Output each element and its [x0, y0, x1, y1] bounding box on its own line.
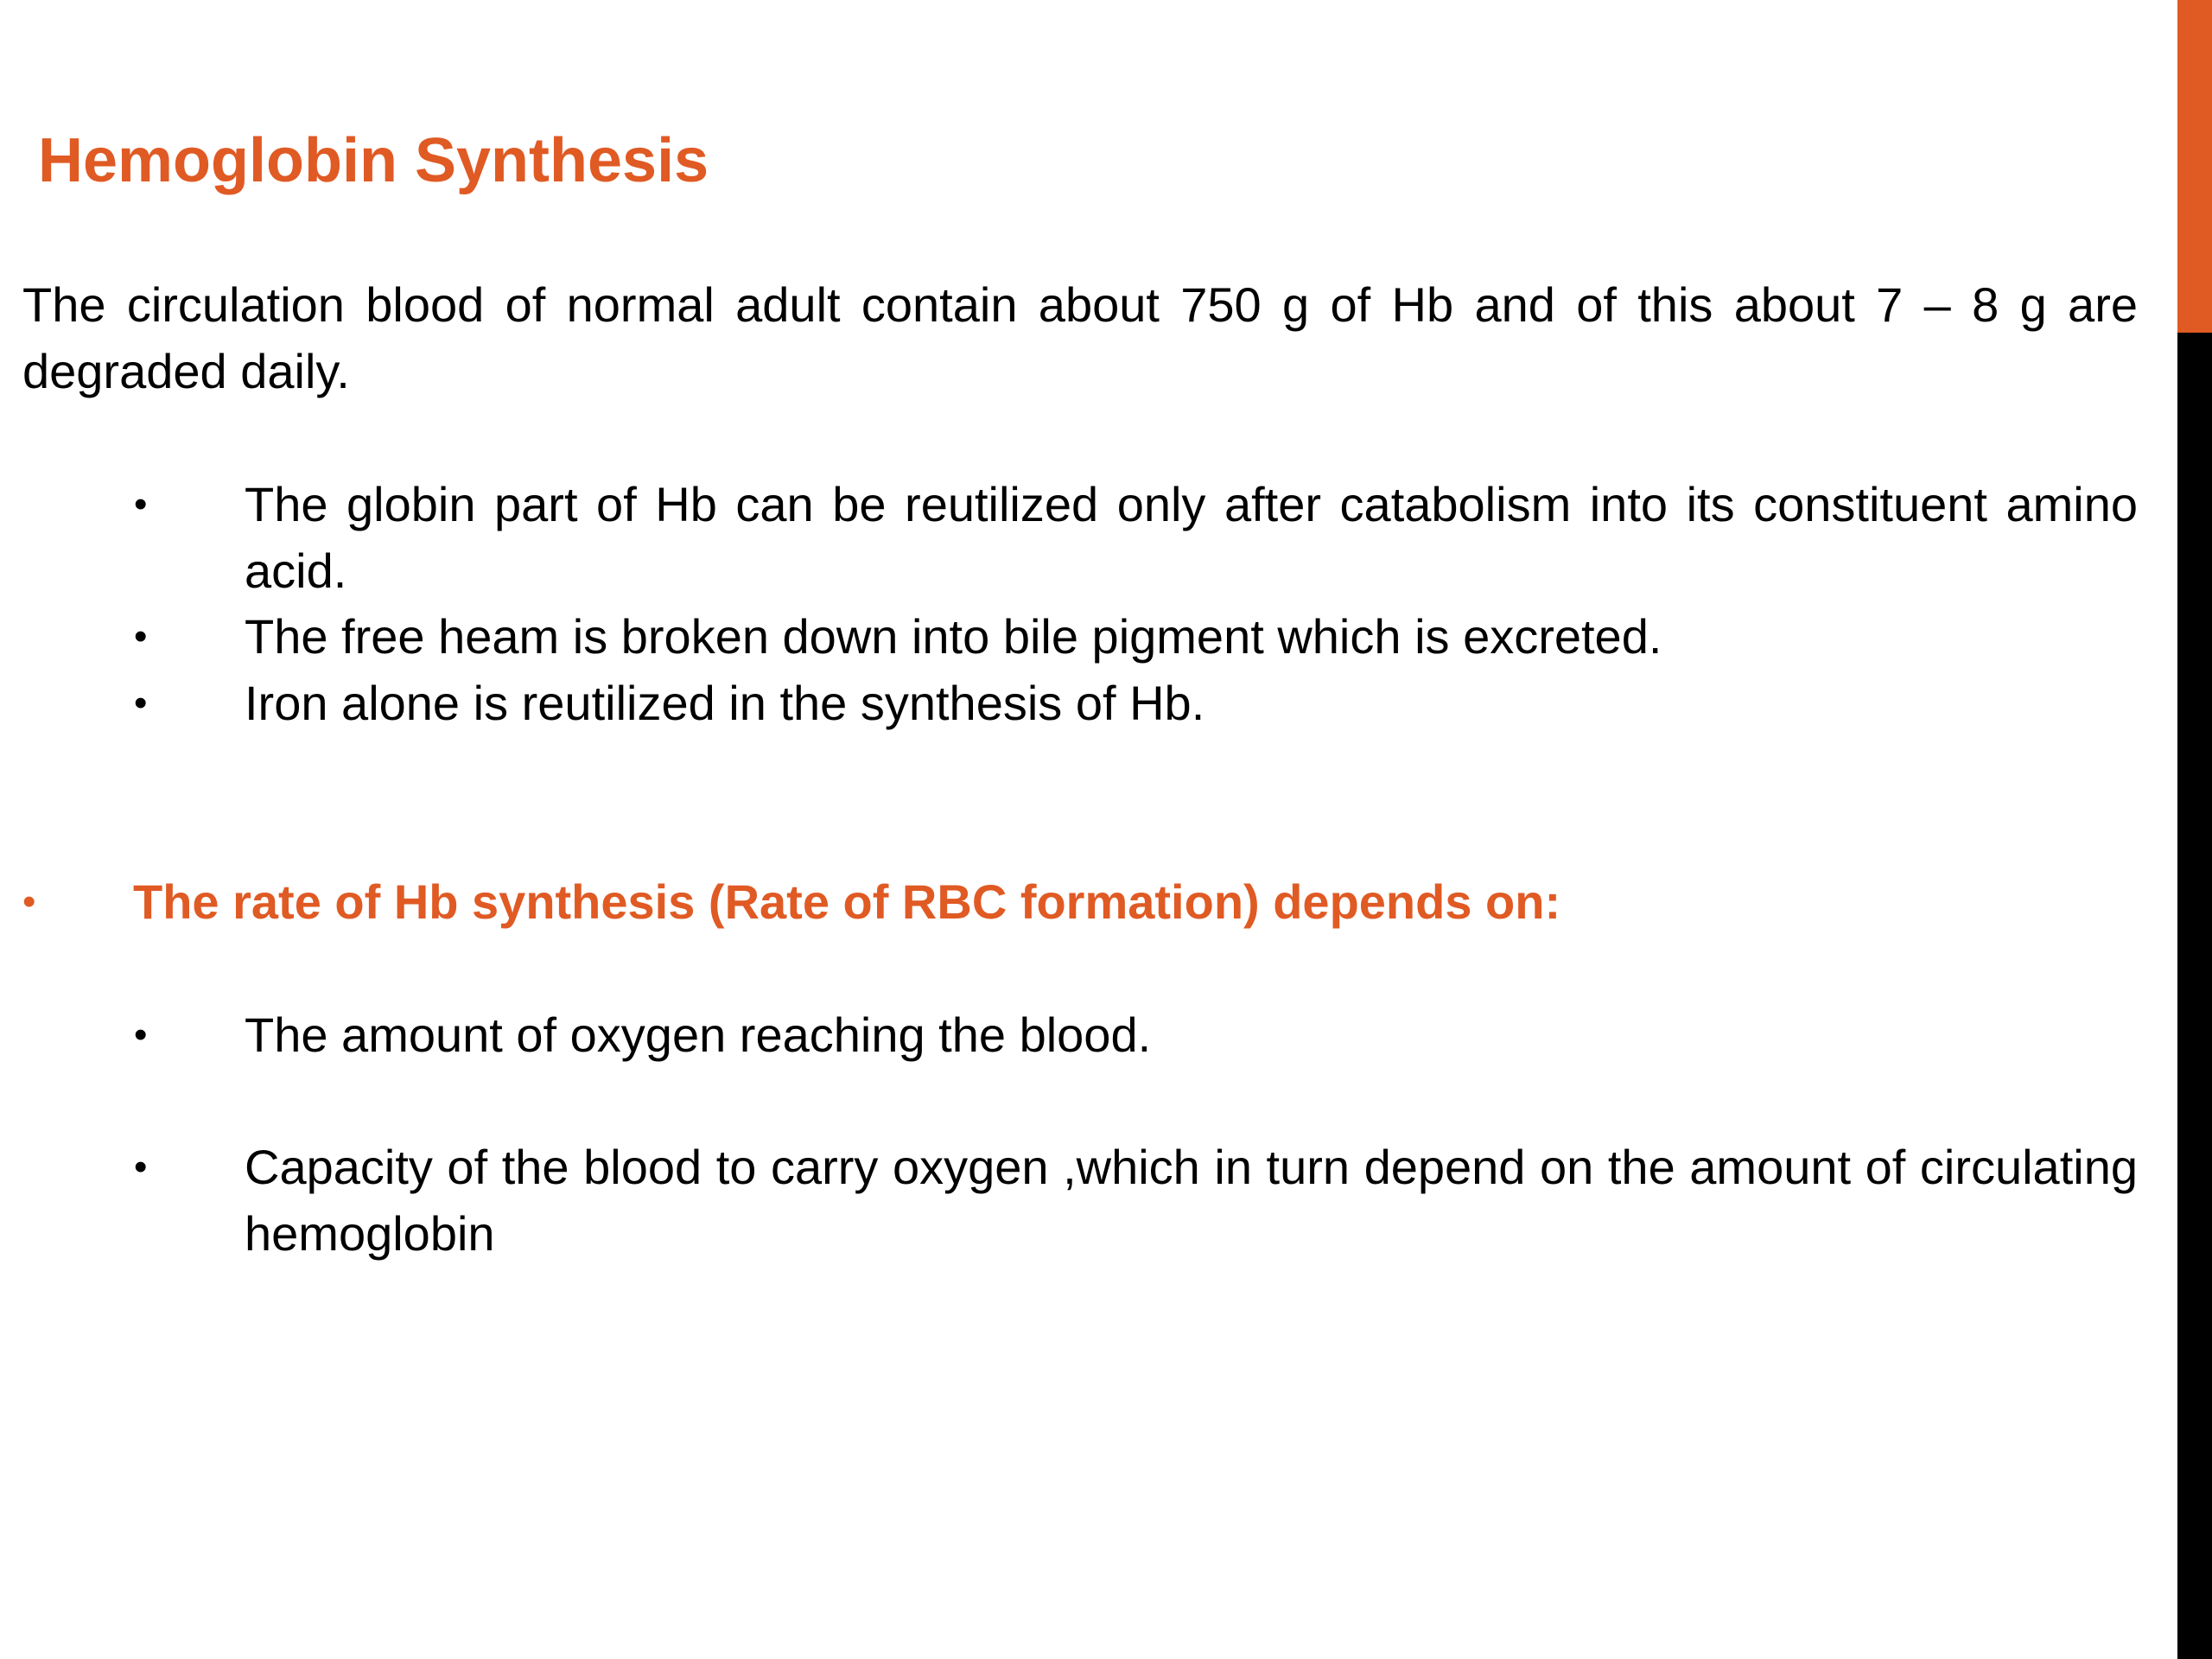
side-dark-bar	[2177, 333, 2212, 1659]
bullet-text: The free heam is broken down into bile pigment which is excreted.	[245, 609, 1662, 664]
list-item: • The amount of oxygen reaching the blood.	[134, 1001, 2138, 1068]
slide-title: Hemoglobin Synthesis	[38, 126, 709, 195]
highlight-bullet-text: The rate of Hb synthesis (Rate of RBC formation) depends on:	[133, 874, 1561, 929]
intro-paragraph: The circulation blood of normal adult contain about 750 g of Hb and of this about 7 – 8 g are degraded daily.	[22, 277, 2138, 398]
list-item: • Iron alone is reutilized in the synthesis of Hb.	[134, 670, 2138, 736]
side-accent-bar	[2177, 0, 2212, 333]
bullet-text: The globin part of Hb can be reutilized only after catabolism into its constituent amino acid.	[245, 477, 2138, 598]
bullet-text: Iron alone is reutilized in the synthesis of Hb.	[245, 676, 1205, 730]
list-item: • Capacity of the blood to carry oxygen ,which in turn depend on the amount of circulating hemoglobin	[134, 1134, 2138, 1267]
list-item: • The free heam is broken down into bile pigment which is excreted.	[134, 603, 2138, 670]
bullet-text: The amount of oxygen reaching the blood.	[245, 1007, 1152, 1062]
bullet-text: Capacity of the blood to carry oxygen ,which in turn depend on the amount of circulating hemoglobin	[245, 1140, 2138, 1261]
highlight-bullet: • The rate of Hb synthesis (Rate of RBC formation) depends on:	[22, 868, 2138, 935]
list-item: • The globin part of Hb can be reutilized only after catabolism into its constituent amino acid.	[134, 471, 2138, 604]
